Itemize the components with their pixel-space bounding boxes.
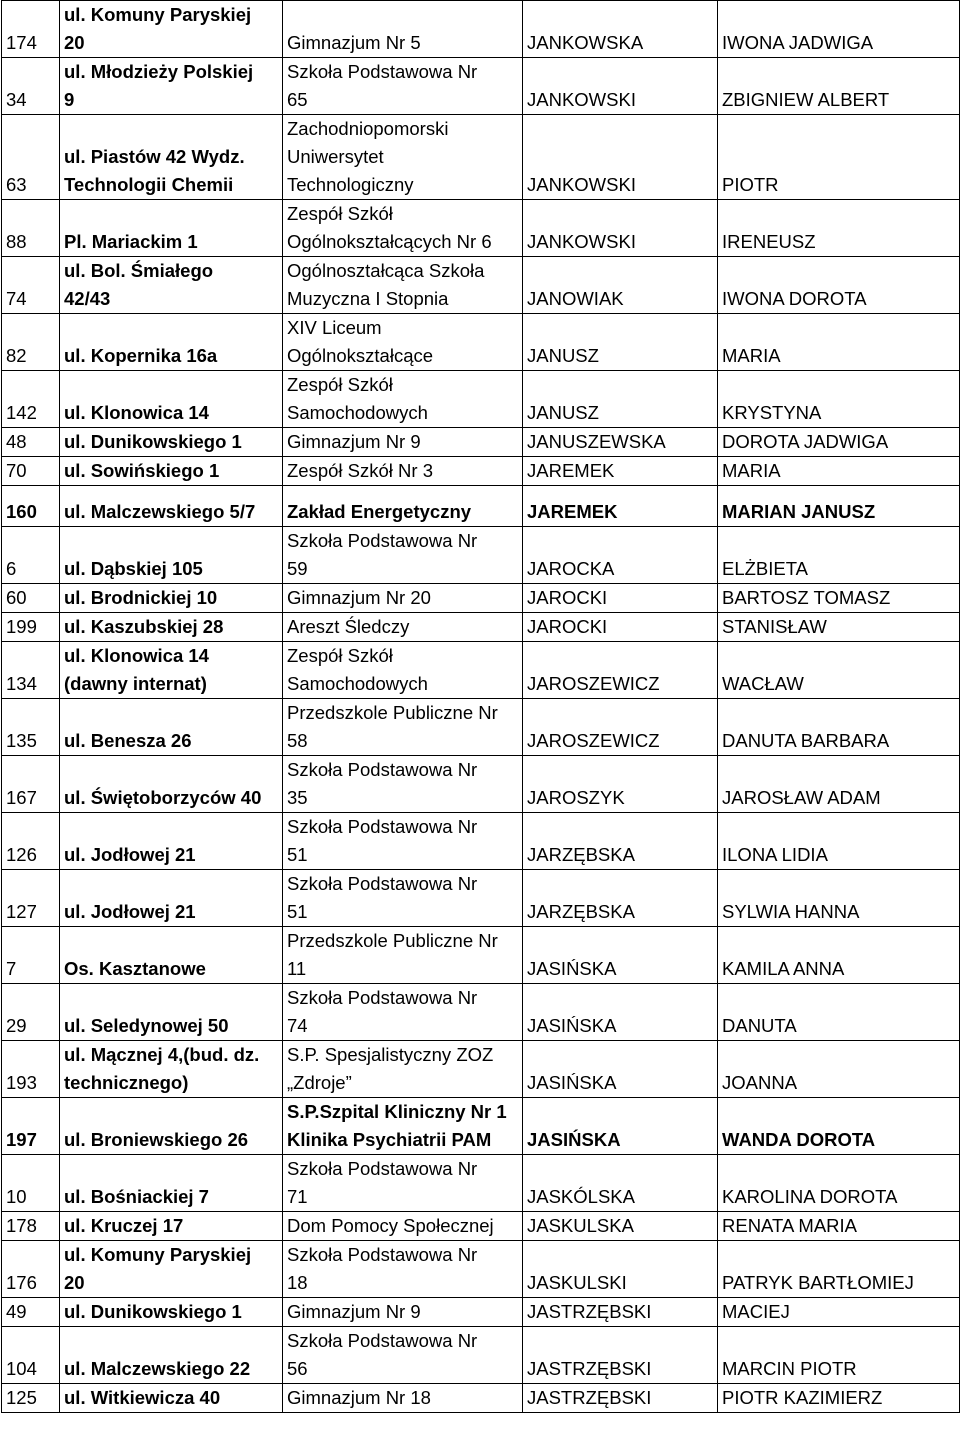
address-cell: ul. Klonowica 14 [60, 371, 283, 428]
row-number-cell: 135 [2, 699, 60, 756]
table-row [2, 870, 960, 927]
table-row [2, 371, 960, 428]
institution-cell: Zespół Szkół Samochodowych [283, 642, 523, 699]
surname-cell: JAROCKI [523, 613, 718, 642]
address-cell: ul. Piastów 42 Wydz. Technologii Chemii [60, 115, 283, 200]
surname-cell: JANUSZ [523, 314, 718, 371]
institution-cell: Zespół Szkół Samochodowych [283, 371, 523, 428]
first-names-cell: DANUTA [718, 984, 960, 1041]
first-names-cell: SYLWIA HANNA [718, 870, 960, 927]
address-cell: ul. Malczewskiego 22 [60, 1327, 283, 1384]
first-names-cell: RENATA MARIA [718, 1212, 960, 1241]
institution-cell: Szkoła Podstawowa Nr 59 [283, 527, 523, 584]
address-cell: ul. Brodnickiej 10 [60, 584, 283, 613]
surname-cell: JAROSZEWICZ [523, 699, 718, 756]
address-cell: ul. Seledynowej 50 [60, 984, 283, 1041]
first-names-cell: IWONA DOROTA [718, 257, 960, 314]
table-row [2, 1298, 960, 1327]
row-number-cell: 134 [2, 642, 60, 699]
address-cell: ul. Dunikowskiego 1 [60, 1298, 283, 1327]
first-names-cell: PIOTR KAZIMIERZ [718, 1384, 960, 1413]
first-names-cell: ZBIGNIEW ALBERT [718, 58, 960, 115]
address-cell: ul. Bol. Śmiałego 42/43 [60, 257, 283, 314]
institution-cell: Szkoła Podstawowa Nr 65 [283, 58, 523, 115]
row-number-cell: 125 [2, 1384, 60, 1413]
row-number-cell: 104 [2, 1327, 60, 1384]
row-number-cell: 126 [2, 813, 60, 870]
first-names-cell: JOANNA [718, 1041, 960, 1098]
row-number-cell: 74 [2, 257, 60, 314]
table-row [2, 813, 960, 870]
address-cell: ul. Jodłowej 21 [60, 813, 283, 870]
surname-cell: JANOWIAK [523, 257, 718, 314]
institution-cell: Szkoła Podstawowa Nr 18 [283, 1241, 523, 1298]
table-row [2, 115, 960, 200]
address-cell: ul. Komuny Paryskiej 20 [60, 1, 283, 58]
surname-cell: JASIŃSKA [523, 927, 718, 984]
institution-cell: Przedszkole Publiczne Nr 11 [283, 927, 523, 984]
address-cell: ul. Komuny Paryskiej 20 [60, 1241, 283, 1298]
address-cell: ul. Dąbskiej 105 [60, 527, 283, 584]
first-names-cell: KAMILA ANNA [718, 927, 960, 984]
address-cell: ul. Mącznej 4,(bud. dz. technicznego) [60, 1041, 283, 1098]
table-row [2, 527, 960, 584]
address-cell: ul. Młodzieży Polskiej 9 [60, 58, 283, 115]
surname-cell: JASKULSKI [523, 1241, 718, 1298]
institution-cell: Szkoła Podstawowa Nr 56 [283, 1327, 523, 1384]
table-row [2, 1241, 960, 1298]
row-number-cell: 6 [2, 527, 60, 584]
first-names-cell: DOROTA JADWIGA [718, 428, 960, 457]
table-row [2, 257, 960, 314]
institution-cell: Dom Pomocy Społecznej [283, 1212, 523, 1241]
institution-cell: XIV Liceum Ogólnokształcące [283, 314, 523, 371]
institution-cell: Gimnazjum Nr 20 [283, 584, 523, 613]
first-names-cell: MARIA [718, 314, 960, 371]
first-names-cell: JAROSŁAW ADAM [718, 756, 960, 813]
row-number-cell: 178 [2, 1212, 60, 1241]
row-number-cell: 10 [2, 1155, 60, 1212]
row-number-cell: 29 [2, 984, 60, 1041]
address-cell: ul. Benesza 26 [60, 699, 283, 756]
row-number-cell: 48 [2, 428, 60, 457]
surname-cell: JANKOWSKI [523, 200, 718, 257]
row-number-cell: 88 [2, 200, 60, 257]
row-number-cell: 7 [2, 927, 60, 984]
address-cell: ul. Kruczej 17 [60, 1212, 283, 1241]
table-row [2, 428, 960, 457]
row-number-cell: 34 [2, 58, 60, 115]
row-number-cell: 174 [2, 1, 60, 58]
row-number-cell: 49 [2, 1298, 60, 1327]
surname-cell: JASTRZĘBSKI [523, 1327, 718, 1384]
surname-cell: JANUSZEWSKA [523, 428, 718, 457]
row-number-cell: 70 [2, 457, 60, 486]
institution-cell: Areszt Śledczy [283, 613, 523, 642]
address-cell: ul. Witkiewicza 40 [60, 1384, 283, 1413]
row-number-cell: 197 [2, 1098, 60, 1155]
table-row [2, 314, 960, 371]
surname-cell: JAREMEK [523, 486, 718, 527]
surname-cell: JAROCKA [523, 527, 718, 584]
first-names-cell: DANUTA BARBARA [718, 699, 960, 756]
address-cell: ul. Dunikowskiego 1 [60, 428, 283, 457]
table-row [2, 1041, 960, 1098]
table-row [2, 1384, 960, 1413]
surname-cell: JARZĘBSKA [523, 813, 718, 870]
surname-cell: JASTRZĘBSKI [523, 1384, 718, 1413]
table-row [2, 756, 960, 813]
table-row [2, 927, 960, 984]
first-names-cell: MARCIN PIOTR [718, 1327, 960, 1384]
address-cell: ul. Broniewskiego 26 [60, 1098, 283, 1155]
surname-cell: JASIŃSKA [523, 1098, 718, 1155]
address-cell: ul. Kopernika 16a [60, 314, 283, 371]
address-cell: ul. Sowińskiego 1 [60, 457, 283, 486]
surname-cell: JAROSZYK [523, 756, 718, 813]
table-row [2, 1, 960, 58]
institution-cell: Gimnazjum Nr 5 [283, 1, 523, 58]
surname-cell: JASTRZĘBSKI [523, 1298, 718, 1327]
institution-cell: Zakład Energetyczny [283, 486, 523, 527]
address-cell: ul. Bośniackiej 7 [60, 1155, 283, 1212]
row-number-cell: 160 [2, 486, 60, 527]
table-row [2, 642, 960, 699]
table-row [2, 200, 960, 257]
surname-cell: JASKULSKA [523, 1212, 718, 1241]
first-names-cell: WANDA DOROTA [718, 1098, 960, 1155]
institution-cell: Szkoła Podstawowa Nr 71 [283, 1155, 523, 1212]
surname-cell: JANKOWSKA [523, 1, 718, 58]
first-names-cell: ELŻBIETA [718, 527, 960, 584]
first-names-cell: WACŁAW [718, 642, 960, 699]
institution-cell: Szkoła Podstawowa Nr 35 [283, 756, 523, 813]
surname-cell: JAROCKI [523, 584, 718, 613]
records-table-body [2, 1, 960, 1413]
surname-cell: JARZĘBSKA [523, 870, 718, 927]
row-number-cell: 199 [2, 613, 60, 642]
address-cell: ul. Klonowica 14 (dawny internat) [60, 642, 283, 699]
institution-cell: Szkoła Podstawowa Nr 51 [283, 813, 523, 870]
surname-cell: JASIŃSKA [523, 1041, 718, 1098]
first-names-cell: MARIA [718, 457, 960, 486]
table-row [2, 486, 960, 527]
first-names-cell: BARTOSZ TOMASZ [718, 584, 960, 613]
institution-cell: Zespół Szkół Ogólnokształcących Nr 6 [283, 200, 523, 257]
first-names-cell: IRENEUSZ [718, 200, 960, 257]
surname-cell: JASKÓLSKA [523, 1155, 718, 1212]
first-names-cell: PATRYK BARTŁOMIEJ [718, 1241, 960, 1298]
surname-cell: JASIŃSKA [523, 984, 718, 1041]
table-row [2, 699, 960, 756]
institution-cell: Ogólnoształcąca Szkoła Muzyczna I Stopnia [283, 257, 523, 314]
records-table [1, 0, 960, 1413]
table-row [2, 1155, 960, 1212]
surname-cell: JAREMEK [523, 457, 718, 486]
institution-cell: S.P. Spesjalistyczny ZOZ „Zdroje” [283, 1041, 523, 1098]
surname-cell: JANUSZ [523, 371, 718, 428]
table-row [2, 1098, 960, 1155]
row-number-cell: 82 [2, 314, 60, 371]
institution-cell: Szkoła Podstawowa Nr 74 [283, 984, 523, 1041]
first-names-cell: MARIAN JANUSZ [718, 486, 960, 527]
institution-cell: Gimnazjum Nr 9 [283, 1298, 523, 1327]
address-cell: ul. Jodłowej 21 [60, 870, 283, 927]
table-row [2, 984, 960, 1041]
institution-cell: Zespół Szkół Nr 3 [283, 457, 523, 486]
first-names-cell: STANISŁAW [718, 613, 960, 642]
first-names-cell: ILONA LIDIA [718, 813, 960, 870]
table-row [2, 1212, 960, 1241]
surname-cell: JAROSZEWICZ [523, 642, 718, 699]
first-names-cell: KRYSTYNA [718, 371, 960, 428]
institution-cell: Szkoła Podstawowa Nr 51 [283, 870, 523, 927]
first-names-cell: MACIEJ [718, 1298, 960, 1327]
table-row [2, 613, 960, 642]
institution-cell: Gimnazjum Nr 9 [283, 428, 523, 457]
first-names-cell: IWONA JADWIGA [718, 1, 960, 58]
row-number-cell: 167 [2, 756, 60, 813]
row-number-cell: 193 [2, 1041, 60, 1098]
institution-cell: Zachodniopomorski Uniwersytet Technologiczny [283, 115, 523, 200]
address-cell: Pl. Mariackim 1 [60, 200, 283, 257]
table-row [2, 457, 960, 486]
address-cell: Os. Kasztanowe [60, 927, 283, 984]
row-number-cell: 127 [2, 870, 60, 927]
address-cell: ul. Kaszubskiej 28 [60, 613, 283, 642]
table-row [2, 584, 960, 613]
institution-cell: S.P.Szpital Kliniczny Nr 1 Klinika Psychiatrii PAM [283, 1098, 523, 1155]
row-number-cell: 142 [2, 371, 60, 428]
institution-cell: Gimnazjum Nr 18 [283, 1384, 523, 1413]
address-cell: ul. Świętoborzyców 40 [60, 756, 283, 813]
table-row [2, 58, 960, 115]
surname-cell: JANKOWSKI [523, 58, 718, 115]
address-cell: ul. Malczewskiego 5/7 [60, 486, 283, 527]
first-names-cell: PIOTR [718, 115, 960, 200]
row-number-cell: 176 [2, 1241, 60, 1298]
institution-cell: Przedszkole Publiczne Nr 58 [283, 699, 523, 756]
table-row [2, 1327, 960, 1384]
row-number-cell: 60 [2, 584, 60, 613]
first-names-cell: KAROLINA DOROTA [718, 1155, 960, 1212]
row-number-cell: 63 [2, 115, 60, 200]
surname-cell: JANKOWSKI [523, 115, 718, 200]
